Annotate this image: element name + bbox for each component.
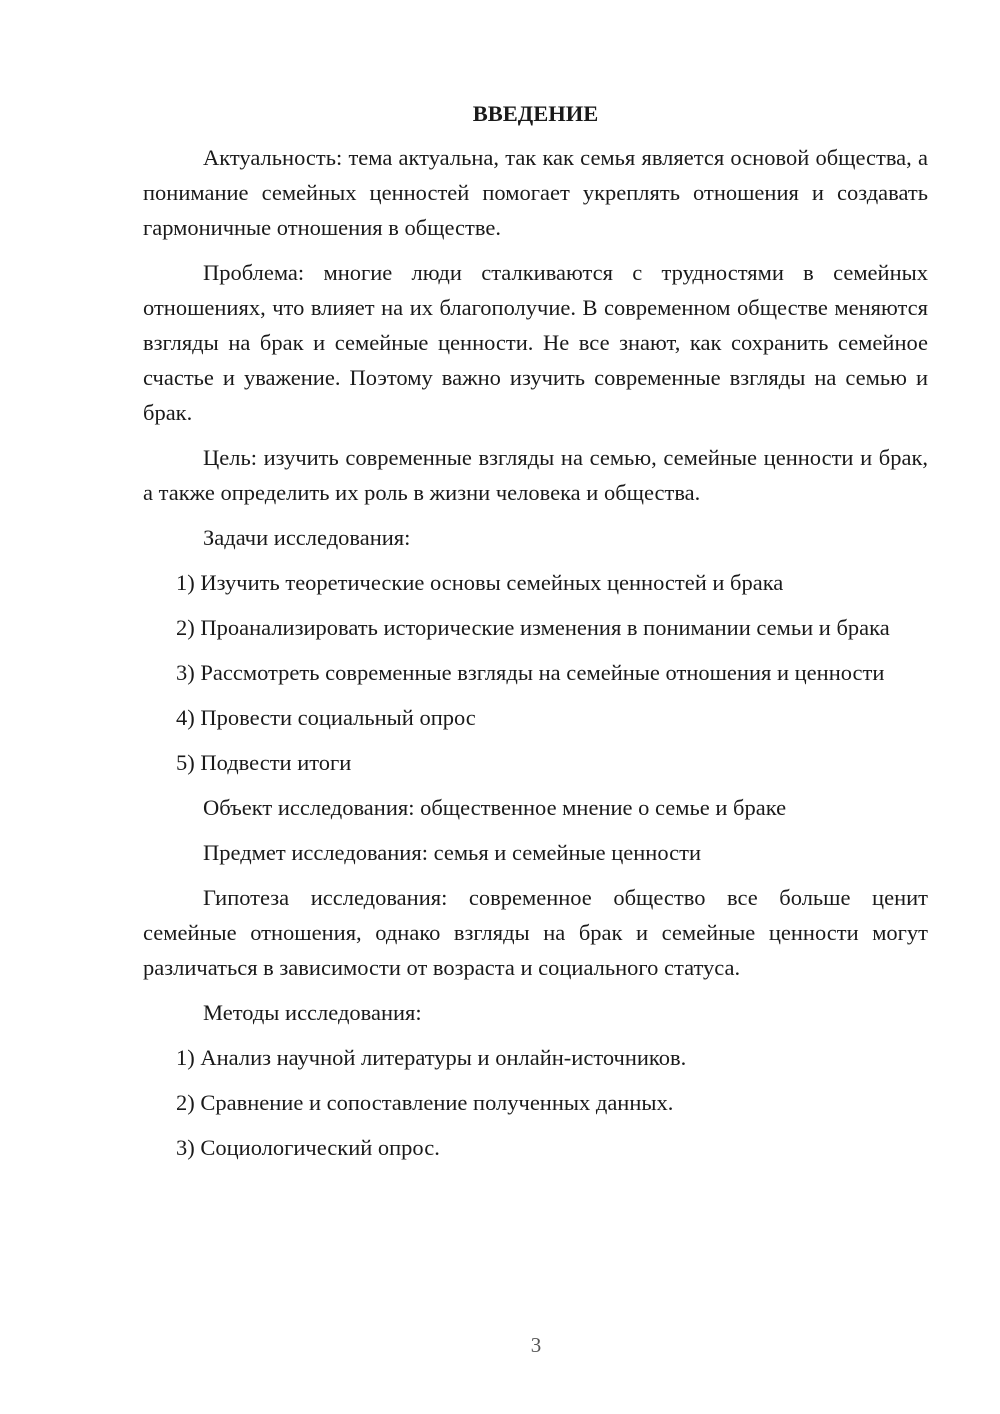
relevance-paragraph: Актуальность: тема актуальна, так как семья является основой общества, а понимание семейных ценностей помогает укреплять отношения и создавать гармоничные отношения в обществе. bbox=[143, 145, 928, 240]
tasks-heading: Задачи исследования: bbox=[203, 525, 411, 550]
task-item-3: 3) Рассмотреть современные взгляды на семейные отношения и ценности bbox=[176, 660, 885, 685]
method-item-1: 1) Анализ научной литературы и онлайн-источников. bbox=[176, 1045, 687, 1070]
method-item-3: 3) Социологический опрос. bbox=[176, 1135, 440, 1160]
task-item-4: 4) Провести социальный опрос bbox=[176, 705, 476, 730]
task-item-5: 5) Подвести итоги bbox=[176, 750, 352, 775]
hypothesis-paragraph: Гипотеза исследования: современное общество все больше ценит семейные отношения, однако взгляды на брак и семейные ценности могут различаться в зависимости от возраста и социального статуса. bbox=[143, 885, 928, 980]
task-item-2: 2) Проанализировать исторические изменения в понимании семьи и брака bbox=[176, 615, 890, 640]
method-item-2: 2) Сравнение и сопоставление полученных данных. bbox=[176, 1090, 674, 1115]
methods-heading: Методы исследования: bbox=[203, 1000, 422, 1025]
page-content bbox=[143, 96, 928, 1175]
problem-paragraph: Проблема: многие люди сталкиваются с трудностями в семейных отношениях, что влияет на их благополучие. В современном обществе меняются взгляды на брак и семейные ценности. Не все знают, как сохранить семейное счастье и уважение. Поэтому важно изучить современные взгляды на семью и брак. bbox=[143, 260, 928, 425]
subject-paragraph: Предмет исследования: семья и семейные ценности bbox=[203, 840, 702, 865]
task-item-1: 1) Изучить теоретические основы семейных ценностей и брака bbox=[176, 570, 784, 595]
object-paragraph: Объект исследования: общественное мнение о семье и браке bbox=[203, 795, 787, 820]
section-title: ВВЕДЕНИЕ bbox=[472, 101, 599, 126]
goal-paragraph: Цель: изучить современные взгляды на семью, семейные ценности и брак, а также определить их роль в жизни человека и общества. bbox=[143, 445, 928, 505]
page-number: 3 bbox=[530, 1333, 542, 1357]
